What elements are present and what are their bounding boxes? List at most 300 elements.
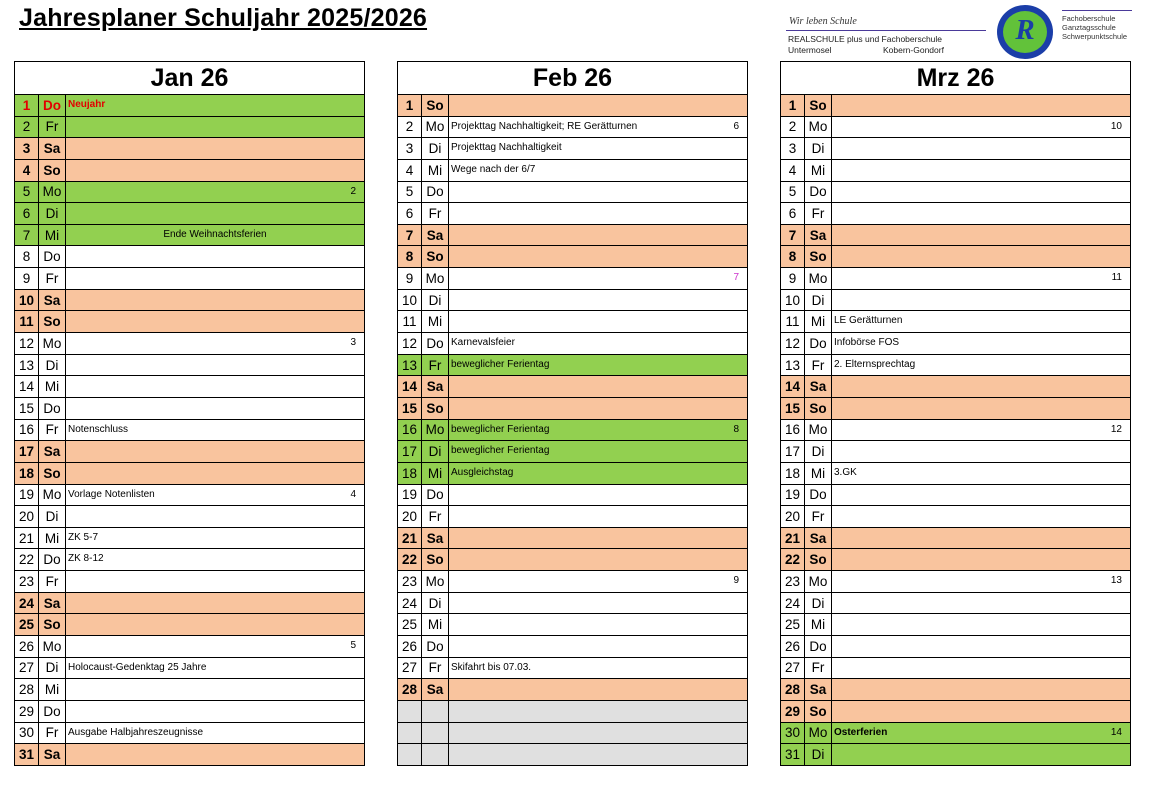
month-march: [780, 61, 1131, 766]
day-note: 3.GK: [834, 466, 857, 478]
day-note-cell: [66, 333, 365, 355]
day-number: 24: [15, 592, 39, 614]
day-note: Projekttag Nachhaltigkeit; RE Gerätturnen: [451, 120, 638, 132]
day-note-cell: [832, 311, 1131, 333]
week-number: 13: [1110, 575, 1122, 587]
weekday: Mi: [422, 614, 449, 636]
weekday: Sa: [422, 527, 449, 549]
day-number: 26: [781, 636, 805, 658]
day-row: [398, 159, 748, 181]
day-number: 14: [15, 376, 39, 398]
day-number: 15: [781, 397, 805, 419]
day-number: 10: [398, 289, 422, 311]
week-number: 3: [350, 337, 356, 349]
day-row: [15, 181, 365, 203]
day-number: 26: [15, 636, 39, 658]
day-row: [398, 571, 748, 593]
day-note-cell: [832, 159, 1131, 181]
day-row: [15, 397, 365, 419]
day-number: 18: [398, 462, 422, 484]
weekday: Di: [39, 354, 66, 376]
day-number: 5: [398, 181, 422, 203]
day-note-cell: [832, 289, 1131, 311]
day-note-cell: [66, 268, 365, 290]
day-note-cell: [66, 614, 365, 636]
day-note-cell: [66, 224, 365, 246]
day-note: 2. Elternsprechtag: [834, 358, 916, 370]
weekday: Mo: [39, 636, 66, 658]
day-number: 8: [398, 246, 422, 268]
weekday: So: [805, 95, 832, 117]
weekday: Do: [805, 333, 832, 355]
weekday: [422, 744, 449, 766]
day-note-cell: [449, 181, 748, 203]
day-number: 27: [15, 657, 39, 679]
weekday: Mo: [422, 571, 449, 593]
school-name-line1: REALSCHULE plus und Fachoberschule: [788, 34, 943, 44]
day-number: [398, 744, 422, 766]
weekday: Sa: [39, 441, 66, 463]
day-note: ZK 8-12: [68, 553, 104, 565]
day-row: [781, 95, 1131, 117]
day-note: Karnevalsfeier: [451, 337, 515, 349]
day-number: 17: [15, 441, 39, 463]
day-note-cell: [66, 376, 365, 398]
day-row: [15, 116, 365, 138]
day-number: 9: [15, 268, 39, 290]
day-note: Projekttag Nachhaltigkeit: [451, 142, 562, 154]
weekday: Do: [805, 484, 832, 506]
day-number: 4: [398, 159, 422, 181]
weekday: Mi: [422, 311, 449, 333]
day-row: [398, 246, 748, 268]
day-row: [781, 181, 1131, 203]
weekday: So: [805, 397, 832, 419]
day-row: [15, 376, 365, 398]
school-emblem-icon: [997, 5, 1053, 59]
day-note-cell: [832, 333, 1131, 355]
weekday: Mi: [39, 224, 66, 246]
weekday: So: [422, 549, 449, 571]
day-number: 15: [398, 397, 422, 419]
day-row: [398, 224, 748, 246]
day-note-cell: [449, 614, 748, 636]
day-row: [781, 159, 1131, 181]
day-number: 11: [781, 311, 805, 333]
weekday: [422, 700, 449, 722]
school-emblem-letter: R: [1015, 14, 1035, 46]
day-row: [15, 657, 365, 679]
weekday: Sa: [805, 527, 832, 549]
day-row: [398, 657, 748, 679]
day-row: [398, 311, 748, 333]
weekday: Sa: [39, 289, 66, 311]
day-note-cell: [66, 462, 365, 484]
weekday: Do: [805, 181, 832, 203]
week-number: 8: [733, 423, 739, 435]
day-note: Osterferien: [834, 726, 888, 738]
day-number: 19: [398, 484, 422, 506]
day-number: 7: [15, 224, 39, 246]
day-number: 31: [15, 744, 39, 766]
motto-divider: [786, 30, 986, 31]
weekday: Mi: [422, 159, 449, 181]
day-note-cell: [66, 138, 365, 160]
day-row: [15, 159, 365, 181]
day-note-cell: [832, 181, 1131, 203]
weekday: Di: [805, 138, 832, 160]
day-row: [398, 268, 748, 290]
day-note-cell: [449, 744, 748, 766]
weekday: Mo: [39, 484, 66, 506]
day-row: [398, 333, 748, 355]
month-table: [14, 94, 365, 766]
day-number: 21: [398, 527, 422, 549]
week-number: 7: [733, 272, 739, 284]
day-note: Notenschluss: [68, 423, 129, 435]
day-note-cell: [66, 419, 365, 441]
weekday: So: [805, 246, 832, 268]
weekday: Sa: [422, 224, 449, 246]
day-row: [781, 744, 1131, 766]
day-row: [15, 333, 365, 355]
week-number: 5: [350, 640, 356, 652]
day-number: 18: [781, 462, 805, 484]
weekday: Mo: [422, 116, 449, 138]
day-note-cell: [66, 679, 365, 701]
week-number: 10: [1110, 120, 1122, 132]
weekday: Do: [422, 181, 449, 203]
day-note-cell: [449, 333, 748, 355]
weekday: Di: [422, 592, 449, 614]
day-number: 20: [781, 506, 805, 528]
weekday: Do: [422, 636, 449, 658]
day-number: 23: [781, 571, 805, 593]
weekday: Di: [805, 744, 832, 766]
weekday: Mo: [805, 268, 832, 290]
weekday: Fr: [805, 657, 832, 679]
day-row: [398, 376, 748, 398]
day-note-cell: [832, 679, 1131, 701]
day-number: 16: [398, 419, 422, 441]
day-row: [398, 138, 748, 160]
day-row: [781, 592, 1131, 614]
weekday: Di: [805, 592, 832, 614]
day-note-cell: [832, 506, 1131, 528]
day-note-cell: [832, 224, 1131, 246]
day-number: 1: [781, 95, 805, 117]
day-number: 27: [781, 657, 805, 679]
day-number: 31: [781, 744, 805, 766]
weekday: Do: [39, 700, 66, 722]
weekday: Do: [39, 397, 66, 419]
day-note-cell: [832, 744, 1131, 766]
weekday: Do: [422, 484, 449, 506]
day-row: [15, 246, 365, 268]
day-note-cell: [832, 722, 1131, 744]
day-row: [781, 354, 1131, 376]
day-note-cell: [449, 289, 748, 311]
weekday: Di: [39, 506, 66, 528]
day-row: [781, 506, 1131, 528]
day-number: 12: [781, 333, 805, 355]
day-number: 16: [15, 419, 39, 441]
weekday: Sa: [39, 592, 66, 614]
day-row: [781, 527, 1131, 549]
day-note-cell: [449, 376, 748, 398]
day-row: [15, 636, 365, 658]
weekday: Mi: [805, 159, 832, 181]
day-note-cell: [66, 159, 365, 181]
day-number: 13: [398, 354, 422, 376]
week-number: 2: [350, 185, 356, 197]
day-note-cell: [449, 700, 748, 722]
weekday: So: [805, 700, 832, 722]
day-row: [398, 614, 748, 636]
school-emblem-inner: [1003, 11, 1047, 53]
school-town: Kobern-Gondorf: [883, 45, 944, 55]
school-logo-block: [786, 8, 1136, 58]
day-note-cell: [832, 419, 1131, 441]
day-number: 23: [398, 571, 422, 593]
day-note-cell: [832, 354, 1131, 376]
day-note-cell: [449, 268, 748, 290]
day-row: [15, 268, 365, 290]
day-note-cell: [832, 95, 1131, 117]
day-note: Vorlage Notenlisten: [68, 488, 155, 500]
day-note-cell: [66, 95, 365, 117]
day-note-cell: [832, 657, 1131, 679]
day-row: [781, 441, 1131, 463]
day-note-cell: [66, 549, 365, 571]
day-number: 4: [781, 159, 805, 181]
day-note: Ausgabe Halbjahreszeugnisse: [68, 726, 204, 738]
weekday: Fr: [805, 506, 832, 528]
day-row: [15, 441, 365, 463]
weekday: Sa: [805, 679, 832, 701]
day-number: 7: [398, 224, 422, 246]
day-number: 17: [398, 441, 422, 463]
day-row: [398, 636, 748, 658]
month-heading: Jan 26: [14, 61, 365, 94]
day-row: [15, 700, 365, 722]
day-note-cell: [832, 138, 1131, 160]
day-note-cell: [832, 397, 1131, 419]
day-row: [398, 419, 748, 441]
day-note-cell: [449, 116, 748, 138]
day-note-cell: [832, 571, 1131, 593]
day-row: [398, 116, 748, 138]
day-note: Infobörse FOS: [834, 337, 900, 349]
day-note-cell: [449, 397, 748, 419]
day-number: 12: [15, 333, 39, 355]
weekday: Di: [39, 657, 66, 679]
school-name-line2-row: [788, 45, 942, 56]
day-row: [15, 484, 365, 506]
weekday: Fr: [422, 203, 449, 225]
day-row: [15, 527, 365, 549]
day-number: 8: [15, 246, 39, 268]
day-number: 21: [15, 527, 39, 549]
weekday: [422, 722, 449, 744]
day-number: 24: [781, 592, 805, 614]
day-row: [398, 744, 748, 766]
day-row: [398, 700, 748, 722]
day-row: [781, 246, 1131, 268]
day-row: [781, 722, 1131, 744]
page-title: Jahresplaner Schuljahr 2025/2026: [19, 4, 428, 32]
day-number: [398, 700, 422, 722]
weekday: Fr: [805, 203, 832, 225]
day-note-cell: [449, 722, 748, 744]
day-note-cell: [66, 397, 365, 419]
day-number: [398, 722, 422, 744]
week-number: 4: [350, 488, 356, 500]
day-row: [15, 138, 365, 160]
day-number: 3: [15, 138, 39, 160]
day-note-cell: [66, 506, 365, 528]
weekday: Mi: [39, 527, 66, 549]
school-types-divider: [1062, 10, 1132, 11]
weekday: So: [39, 462, 66, 484]
day-row: [398, 95, 748, 117]
week-number: 11: [1111, 272, 1122, 284]
weekday: Mi: [805, 462, 832, 484]
day-note-cell: [449, 311, 748, 333]
weekday: Di: [422, 289, 449, 311]
week-number: 14: [1110, 726, 1122, 738]
day-number: 13: [781, 354, 805, 376]
weekday: Mi: [805, 614, 832, 636]
weekday: So: [805, 549, 832, 571]
week-number: 6: [733, 120, 739, 132]
day-note-cell: [66, 354, 365, 376]
day-number: 5: [781, 181, 805, 203]
day-number: 25: [781, 614, 805, 636]
weekday: So: [39, 614, 66, 636]
day-number: 4: [15, 159, 39, 181]
weekday: Do: [39, 549, 66, 571]
day-row: [781, 333, 1131, 355]
day-number: 26: [398, 636, 422, 658]
day-note: Ende Weihnachtsferien: [163, 228, 267, 240]
day-number: 29: [15, 700, 39, 722]
day-note-cell: [449, 679, 748, 701]
day-note-cell: [449, 592, 748, 614]
day-note-cell: [449, 203, 748, 225]
day-row: [15, 592, 365, 614]
day-row: [781, 419, 1131, 441]
day-number: 28: [398, 679, 422, 701]
day-number: 3: [398, 138, 422, 160]
weekday: So: [422, 95, 449, 117]
weekday: Fr: [39, 722, 66, 744]
weekday: Mo: [805, 571, 832, 593]
day-note-cell: [66, 181, 365, 203]
day-row: [15, 506, 365, 528]
day-row: [15, 419, 365, 441]
day-note: LE Gerätturnen: [834, 315, 903, 327]
day-number: 7: [781, 224, 805, 246]
day-row: [781, 571, 1131, 593]
day-row: [15, 722, 365, 744]
day-number: 1: [398, 95, 422, 117]
day-note-cell: [832, 203, 1131, 225]
day-note-cell: [449, 246, 748, 268]
day-note: Holocaust-Gedenktag 25 Jahre: [68, 661, 207, 673]
day-number: 30: [781, 722, 805, 744]
day-number: 6: [398, 203, 422, 225]
day-note-cell: [449, 354, 748, 376]
day-row: [398, 722, 748, 744]
weekday: Mi: [39, 376, 66, 398]
weekday: Mo: [39, 181, 66, 203]
day-number: 22: [781, 549, 805, 571]
day-row: [398, 462, 748, 484]
day-number: 20: [15, 506, 39, 528]
day-row: [781, 636, 1131, 658]
day-note-cell: [66, 636, 365, 658]
day-note-cell: [66, 571, 365, 593]
day-number: 27: [398, 657, 422, 679]
month-heading: Feb 26: [397, 61, 748, 94]
weekday: Do: [39, 95, 66, 117]
day-row: [398, 181, 748, 203]
day-note: beweglicher Ferientag: [451, 445, 550, 457]
weekday: Fr: [422, 657, 449, 679]
weekday: Fr: [422, 354, 449, 376]
day-number: 13: [15, 354, 39, 376]
school-type: Fachoberschule: [1062, 14, 1116, 23]
weekday: So: [422, 397, 449, 419]
day-number: 21: [781, 527, 805, 549]
weekday: Fr: [422, 506, 449, 528]
weekday: Do: [805, 636, 832, 658]
day-row: [398, 592, 748, 614]
day-row: [781, 224, 1131, 246]
day-number: 24: [398, 592, 422, 614]
day-note-cell: [832, 614, 1131, 636]
day-number: 10: [15, 289, 39, 311]
day-number: 19: [781, 484, 805, 506]
day-number: 16: [781, 419, 805, 441]
day-row: [398, 203, 748, 225]
day-note-cell: [832, 462, 1131, 484]
day-note-cell: [832, 527, 1131, 549]
day-note-cell: [449, 527, 748, 549]
day-number: 8: [781, 246, 805, 268]
day-note-cell: [449, 462, 748, 484]
day-number: 14: [398, 376, 422, 398]
day-note-cell: [66, 289, 365, 311]
month-table: [780, 94, 1131, 766]
school-motto: Wir leben Schule: [789, 16, 857, 27]
day-number: 11: [15, 311, 39, 333]
weekday: Do: [422, 333, 449, 355]
weekday: Di: [805, 441, 832, 463]
day-note: beweglicher Ferientag: [451, 358, 550, 370]
day-note-cell: [66, 441, 365, 463]
day-row: [781, 614, 1131, 636]
day-number: 2: [781, 116, 805, 138]
day-number: 20: [398, 506, 422, 528]
day-note-cell: [832, 484, 1131, 506]
day-note-cell: [449, 224, 748, 246]
weekday: Sa: [39, 744, 66, 766]
day-note-cell: [66, 700, 365, 722]
school-type: Schwerpunktschule: [1062, 32, 1128, 41]
weekday: Mo: [805, 419, 832, 441]
